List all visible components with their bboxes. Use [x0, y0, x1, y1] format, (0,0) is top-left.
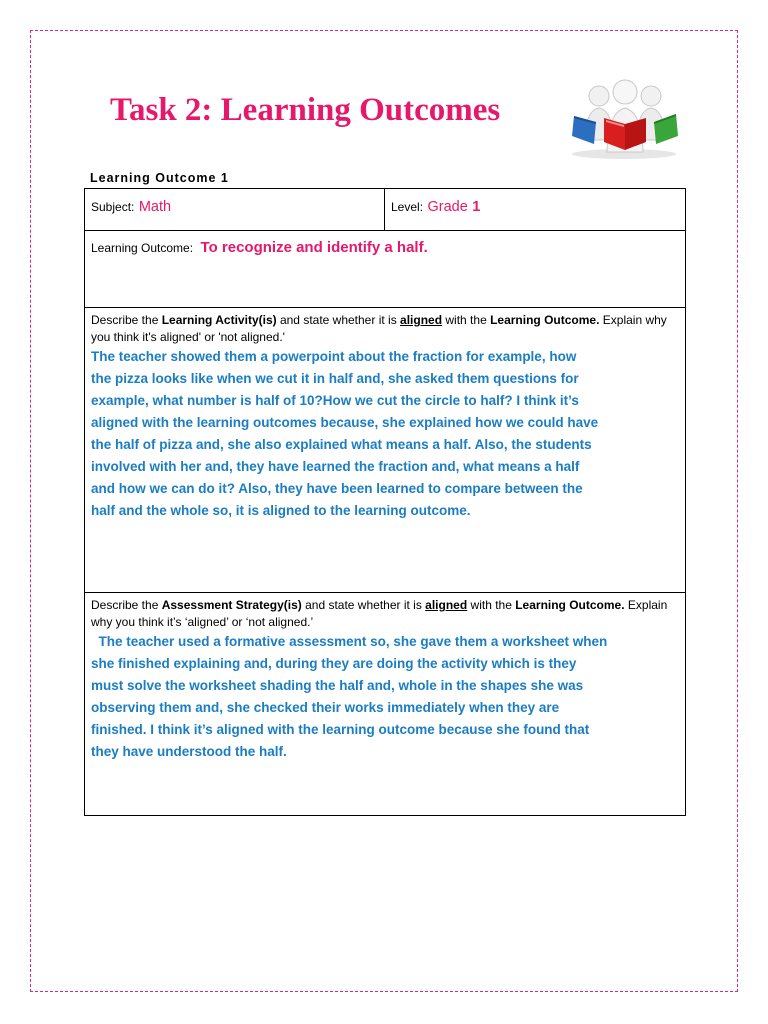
- answer-line: The teacher used a formative assessment so, she gave them a worksheet when: [91, 634, 608, 649]
- assessment-strategy-row: [85, 593, 685, 815]
- answer-line: observing them and, she checked their works immediately when they are: [91, 700, 560, 715]
- learning-outcome-heading: Learning Outcome 1: [90, 171, 229, 185]
- answer-line: and how we can do it? Also, they have been learned to compare between the: [91, 481, 583, 496]
- level-value: Grade: [427, 199, 468, 215]
- subject-cell: [85, 189, 385, 230]
- subject-level-row: [85, 189, 685, 231]
- learning-activity-answer: [91, 346, 677, 522]
- learning-outcome-value: To recognize and identify a half.: [200, 239, 428, 256]
- page-title: Task 2: Learning Outcomes: [110, 92, 501, 128]
- answer-line: involved with her and, they have learned the fraction and, what means a half: [91, 459, 580, 474]
- answer-line: aligned with the learning outcomes because, she explained how we could have: [91, 415, 599, 430]
- answer-line: the half of pizza and, she also explained what means a half. Also, the students: [91, 437, 592, 452]
- answer-line: she finished explaining and, during they are doing the activity which is they: [91, 656, 577, 671]
- learning-outcome-row: [85, 231, 685, 308]
- level-label: Level:: [391, 200, 424, 214]
- worksheet-table: [84, 188, 686, 816]
- assessment-strategy-answer: [91, 631, 677, 763]
- learning-outcome-label: Learning Outcome:: [91, 241, 194, 255]
- learning-activity-row: [85, 308, 685, 593]
- answer-line: finished. I think it’s aligned with the learning outcome because she found that: [91, 722, 590, 737]
- level-number: 1: [472, 199, 481, 215]
- answer-line: they have understood the half.: [91, 744, 287, 759]
- answer-line: the pizza looks like when we cut it in half and, she asked them questions for: [91, 371, 579, 386]
- answer-line: must solve the worksheet shading the half and, whole in the shapes she was: [91, 678, 584, 693]
- assessment-strategy-prompt: Describe the Assessment Strategy(is) and state whether it is aligned with the Learning Outcome. Explain why you think it’s ‘aligned’ or ‘not aligned.’: [91, 598, 668, 629]
- subject-label: Subject:: [91, 200, 135, 214]
- level-cell: [385, 189, 685, 230]
- answer-line: The teacher showed them a powerpoint about the fraction for example, how: [91, 349, 577, 364]
- learning-activity-prompt: Describe the Learning Activity(is) and state whether it is aligned with the Learning Outcome. Explain why you think it's aligned' or 'not aligned.': [91, 313, 667, 344]
- answer-line: half and the whole so, it is aligned to the learning outcome.: [91, 503, 471, 518]
- subject-value: Math: [138, 199, 172, 215]
- reading-group-icon: [566, 78, 682, 160]
- answer-line: example, what number is half of 10?How we cut the circle to half? I think it’s: [91, 393, 579, 408]
